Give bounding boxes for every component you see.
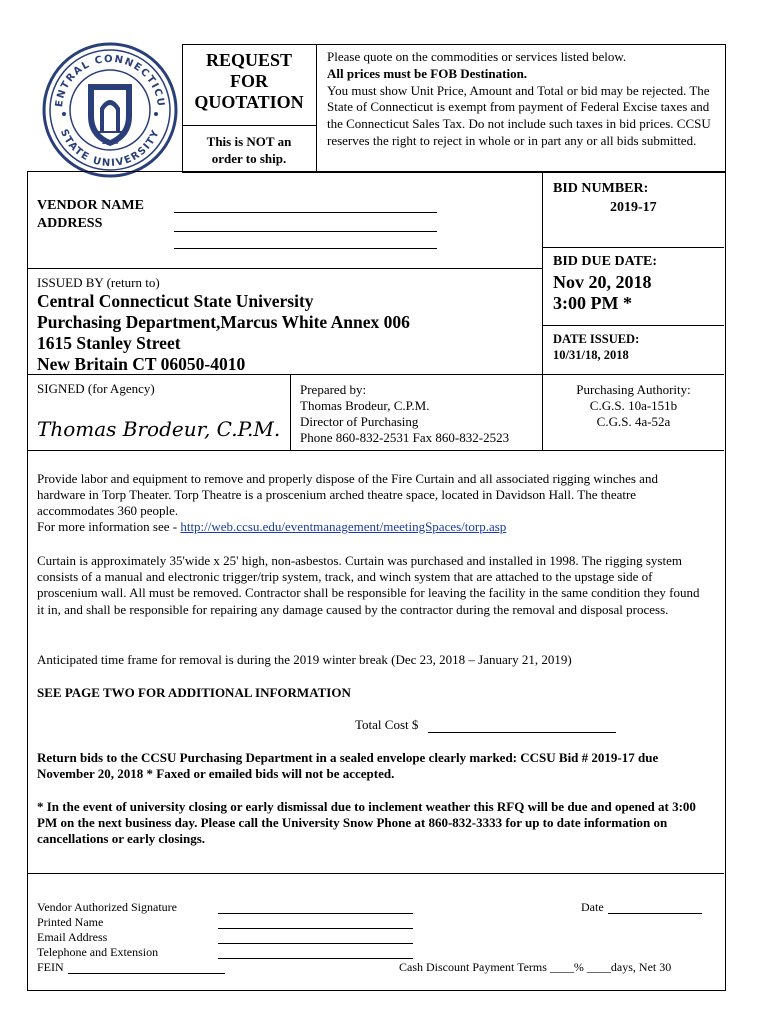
printed-name-label: Printed Name [37, 915, 104, 929]
vendor-name-field[interactable] [174, 198, 437, 213]
bid-number-label: BID NUMBER: [553, 181, 649, 196]
document-title: REQUEST FOR QUOTATION [194, 50, 304, 112]
purchasing-authority: Purchasing Authority: C.G.S. 10a-151b C.G.S. 4a-52a [576, 382, 691, 429]
date-issued-label: DATE ISSUED: [553, 332, 640, 346]
description-paragraph-2: Curtain is approximately 35'wide x 25' high, non-asbestos. Curtain was purchased and installed in 1998. The rigging system consists of a manual and electronic trigger/trip system, track, and winch system that are attached to the upstage side of proscenium wall. All must be removed. Contractor shall be responsible for leaving the facility in the same condition they found it in, and shall be responsible for repairing any damage caused by the contractor during the removal and disposal process. [37, 553, 700, 617]
seal-top-text: ENTRAL CONNECTICU [53, 53, 167, 109]
date-field[interactable] [608, 900, 702, 914]
printed-name-field[interactable] [218, 915, 413, 929]
agency-signature: Thomas Brodeur, C.P.M. [37, 417, 281, 441]
seal-year: 1849 [101, 138, 119, 146]
university-seal [40, 40, 180, 180]
bid-due-time: 3:00 PM * [553, 293, 632, 313]
description-paragraph-3: Anticipated time frame for removal is during the 2019 winter break (Dec 23, 2018 – January 21, 2019) [37, 652, 572, 667]
fein-field[interactable] [68, 960, 225, 974]
return-bids-notice: Return bids to the CCSU Purchasing Department in a sealed envelope clearly marked: CCSU Bid # 2019-17 due November 20, 2018 * Faxed or emailed bids will not be accepted. [37, 750, 659, 782]
telephone-label: Telephone and Extension [37, 945, 159, 959]
date-label: Date [581, 900, 604, 914]
not-order-notice: This is NOT an order to ship. [206, 134, 292, 166]
email-address-label: Email Address [37, 930, 108, 944]
bid-due-label: BID DUE DATE: [553, 254, 657, 269]
vendor-address-field-2[interactable] [174, 238, 437, 249]
fein-label: FEIN [37, 960, 64, 974]
see-page-two: SEE PAGE TWO FOR ADDITIONAL INFORMATION [37, 685, 351, 700]
description-paragraph-1: Provide labor and equipment to remove and properly dispose of the Fire Curtain and all associated rigging winches and hardware in Torp Theater. Torp Theatre is a proscenium arched theatre space, located in Davidson Hall. The theatre accommodates 360 people. [37, 471, 658, 519]
issued-by-label: ISSUED BY (return to) [37, 275, 160, 290]
bid-due-date: Nov 20, 2018 [553, 272, 652, 292]
total-cost-field[interactable] [428, 718, 616, 733]
date-issued-value: 10/31/18, 2018 [553, 348, 629, 362]
header-instructions: Please quote on the commodities or services listed below. All prices must be FOB Destination. You must show Unit Price, Amount and Total or bid may be rejected. The State of Connecticut is exempt from payment of Federal Excise taxes and the Connecticut Sales Tax. Do not include such taxes in bid prices. CCSU reserves the right to reject in whole or in part any or all bids submitted. [327, 49, 711, 148]
more-info-link[interactable]: http://web.ccsu.edu/eventmanagement/meetingSpaces/torp.asp [180, 519, 507, 534]
signed-label: SIGNED (for Agency) [37, 381, 155, 396]
vendor-signature-label: Vendor Authorized Signature [37, 900, 177, 914]
footer-labels [37, 900, 177, 960]
telephone-field[interactable] [218, 945, 413, 959]
vendor-signature-field[interactable] [218, 900, 413, 914]
more-info-line: For more information see - http://web.ccsu.edu/eventmanagement/meetingSpaces/torp.asp [37, 519, 507, 534]
seal-bottom-text: STATE UNIVERSITY [57, 127, 163, 170]
prepared-by: Prepared by: Thomas Brodeur, C.P.M. Director of Purchasing Phone 860-832-2531 Fax 860-832-2523 [300, 382, 510, 445]
total-cost-label: Total Cost $ [355, 717, 419, 732]
closing-notice: * In the event of university closing or early dismissal due to inclement weather this RFQ will be due and opened at 3:00 PM on the next business day. Please call the University Snow Phone at 860-832-3333 for up to date information on cancellations or early closings. [37, 799, 696, 847]
cash-discount-terms: Cash Discount Payment Terms ____% ____days, Net 30 [399, 960, 672, 974]
vendor-name-label: VENDOR NAME [37, 198, 144, 213]
vendor-address-field-1[interactable] [174, 219, 437, 232]
vendor-address-label: ADDRESS [37, 216, 103, 231]
bid-number-value: 2019-17 [610, 200, 657, 215]
email-address-field[interactable] [218, 930, 413, 944]
issued-by-address: Central Connecticut State University Purchasing Department,Marcus White Annex 006 1615 Stanley Street New Britain CT 06050-4010 [37, 291, 410, 374]
